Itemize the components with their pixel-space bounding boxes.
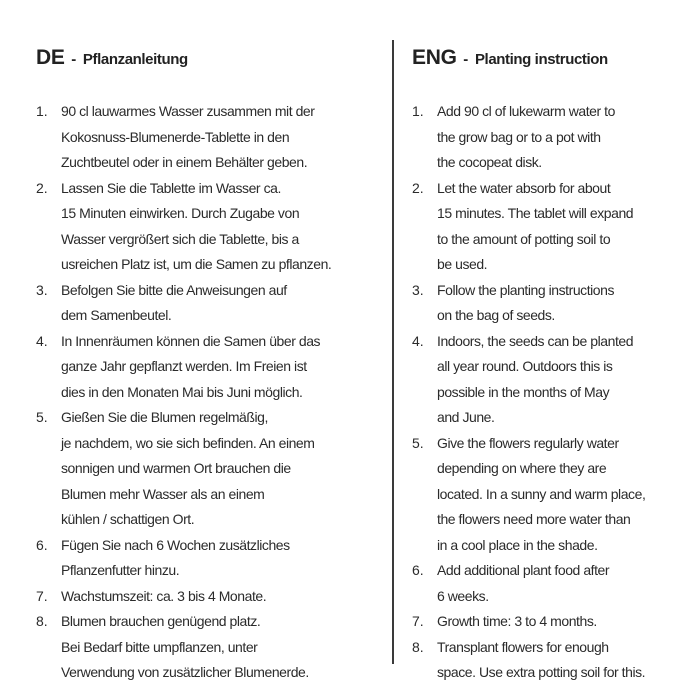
english-step-7 (412, 609, 684, 635)
step-number: 3. (412, 281, 424, 298)
german-heading-title: Pflanzanleitung (82, 51, 188, 68)
step-text-line: Add 90 cl of lukewarm water to (437, 103, 615, 119)
step-text-line: Lassen Sie die Tablette im Wasser ca. (61, 179, 281, 196)
step-text-line: the flowers need more water than (437, 511, 631, 527)
english-step-4 (412, 329, 684, 431)
step-text-line: ganze Jahr gepflanzt werden. Im Freien ist (61, 358, 307, 374)
step-number: 5. (412, 434, 424, 451)
step-number: 1. (412, 103, 424, 119)
step-text-line: to the amount of potting soil to (437, 230, 611, 247)
step-number: 2. (412, 179, 424, 196)
step-text-line: 90 cl lauwarmes Wasser zusammen mit der (61, 103, 315, 119)
german-step-5 (36, 405, 376, 533)
english-heading-title: Planting instruction (474, 51, 608, 68)
step-text-line: Bei Bedarf bitte umpflanzen, unter (61, 638, 258, 655)
step-text-line: Gießen Sie die Blumen regelmäßig, (61, 409, 268, 425)
step-text-line: possible in the months of May (437, 383, 610, 400)
step-text-line: Blumen mehr Wasser als an einem (61, 485, 265, 502)
german-step-3 (36, 278, 376, 329)
step-text-line: Wachstumszeit: ca. 3 bis 4 Monate. (61, 587, 267, 604)
english-steps-list (412, 99, 684, 686)
english-language-code: ENG (412, 46, 457, 69)
step-text-line: on the bag of seeds. (437, 307, 555, 323)
english-heading-separator: - (463, 51, 469, 68)
german-step-7 (36, 584, 376, 610)
step-text-line: sonnigen und warmen Ort brauchen die (61, 460, 291, 476)
step-text-line: 15 minutes. The tablet will expand (437, 205, 634, 221)
step-text-line: and June. (437, 409, 495, 425)
english-step-3 (412, 278, 684, 329)
step-number: 3. (36, 281, 48, 298)
step-text-line: In Innenräumen können die Samen über das (61, 332, 321, 349)
german-step-6 (36, 533, 376, 584)
german-step-1 (36, 99, 376, 176)
step-number: 5. (36, 409, 48, 425)
step-text-line: Fügen Sie nach 6 Wochen zusätzliches (61, 536, 290, 553)
step-text-line: Kokosnuss-Blumenerde-Tablette in den (61, 128, 290, 145)
german-steps-list (36, 99, 376, 686)
step-text-line: the grow bag or to a pot with (437, 128, 601, 145)
german-heading (36, 40, 376, 77)
step-number: 7. (36, 587, 48, 604)
step-text-line: Wasser vergrößert sich die Tablette, bis a (61, 230, 299, 247)
step-text-line: depending on where they are (437, 460, 607, 476)
step-text-line: Transplant flowers for enough (437, 638, 609, 655)
step-text-line: Blumen brauchen genügend platz. (61, 613, 261, 629)
step-number: 8. (412, 638, 424, 655)
step-text-line: Let the water absorb for about (437, 179, 611, 196)
step-text-line: dem Samenbeutel. (61, 307, 172, 323)
german-step-2 (36, 176, 376, 278)
step-number: 1. (36, 103, 48, 119)
step-text-line: all year round. Outdoors this is (437, 358, 613, 374)
step-text-line: je nachdem, wo sie sich befinden. An einem (61, 434, 315, 451)
step-text-line: be used. (437, 256, 488, 272)
step-text-line: 6 weeks. (437, 587, 489, 604)
step-number: 2. (36, 179, 48, 196)
english-heading (412, 40, 684, 77)
english-step-8 (412, 635, 684, 686)
english-step-1 (412, 99, 684, 176)
step-text-line: Indoors, the seeds can be planted (437, 332, 634, 349)
english-step-5 (412, 431, 684, 559)
step-text-line: Growth time: 3 to 4 months. (437, 613, 597, 629)
step-text-line: Verwendung von zusätzlicher Blumenerde. (61, 664, 309, 680)
step-text-line: in a cool place in the shade. (437, 536, 598, 553)
step-number: 7. (412, 613, 424, 629)
step-text-line: dies in den Monaten Mai bis Juni möglich. (61, 383, 303, 400)
step-text-line: the cocopeat disk. (437, 154, 542, 170)
step-text-line: kühlen / schattigen Ort. (61, 511, 195, 527)
step-number: 8. (36, 613, 48, 629)
german-step-8 (36, 609, 376, 686)
step-text-line: 15 Minuten einwirken. Durch Zugabe von (61, 205, 300, 221)
step-text-line: located. In a sunny and warm place, (437, 485, 646, 502)
step-text-line: Give the flowers regularly water (437, 434, 619, 451)
step-text-line: Zuchtbeutel oder in einem Behälter geben. (61, 154, 308, 170)
step-number: 6. (36, 536, 48, 553)
german-language-code: DE (36, 46, 65, 69)
step-number: 6. (412, 562, 424, 578)
english-step-2 (412, 176, 684, 278)
step-number: 4. (36, 332, 48, 349)
step-text-line: Befolgen Sie bitte die Anweisungen auf (61, 281, 287, 298)
step-text-line: Pflanzenfutter hinzu. (61, 562, 180, 578)
german-instructions-column (36, 40, 376, 686)
german-heading-separator: - (71, 51, 77, 68)
step-text-line: space. Use extra potting soil for this. (437, 664, 646, 680)
column-divider (392, 40, 394, 664)
german-step-4 (36, 329, 376, 406)
step-number: 4. (412, 332, 424, 349)
step-text-line: Add additional plant food after (437, 562, 610, 578)
step-text-line: Follow the planting instructions (437, 281, 615, 298)
english-instructions-column (412, 40, 684, 686)
step-text-line: usreichen Platz ist, um die Samen zu pflanzen. (61, 256, 332, 272)
english-step-6 (412, 558, 684, 609)
